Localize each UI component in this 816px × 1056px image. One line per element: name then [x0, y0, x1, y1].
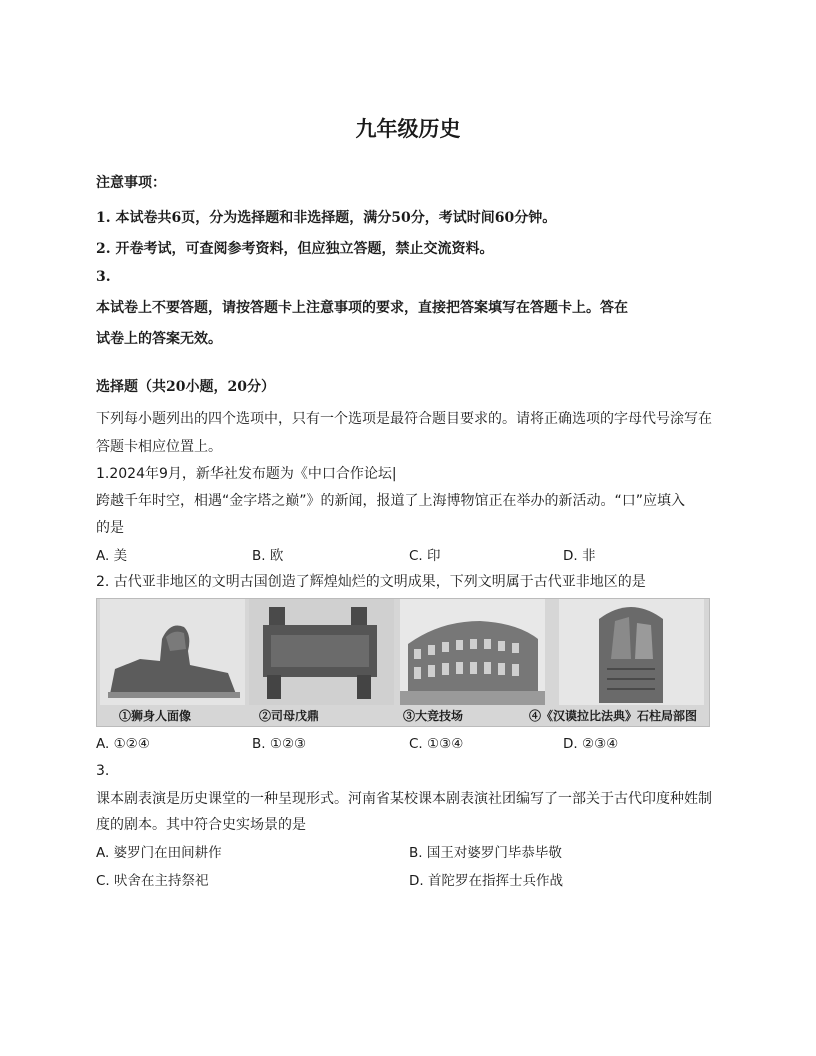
- question-2-option-c: C. ①③④: [409, 736, 464, 752]
- colosseum-image: [400, 599, 545, 705]
- notes-item-3-line-1: 本试卷上不要答题，请按答题卡上注意事项的要求，直接把答案填写在答题卡上。答在: [96, 300, 628, 316]
- instructions-line-1: 下列每小题列出的四个选项中，只有一个选项是最符合题目要求的。请将正确选项的字母代号涂写在: [96, 411, 712, 427]
- question-3-option-d: D. 首陀罗在指挥士兵作战: [409, 873, 563, 889]
- question-1-line-2: 跨越千年时空，相遇“金字塔之巅”》的新闻，报道了上海博物馆正在举办的新活动。“口”应填入: [96, 493, 686, 509]
- section-heading: 选择题（共20小题，20分）: [96, 379, 275, 395]
- question-2-figure: [96, 598, 710, 727]
- question-3-line-2: 度的剧本。其中符合史实场景的是: [96, 817, 306, 833]
- question-1-option-d: D. 非: [563, 548, 596, 564]
- notes-heading: 注意事项：: [96, 175, 166, 191]
- page-title: 九年级历史: [355, 116, 461, 141]
- question-3-option-a: A. 婆罗门在田间耕作: [96, 845, 222, 861]
- figure-caption-4: ④《汉谟拉比法典》石柱局部图: [529, 709, 698, 723]
- ding-vessel-image: [249, 599, 394, 705]
- figure-caption-1: ①狮身人面像: [119, 709, 192, 723]
- question-3-line-1: 课本剧表演是历史课堂的一种呈现形式。河南省某校课本剧表演社团编写了一部关于古代印度种姓制: [96, 791, 712, 807]
- question-2-option-b: B. ①②③: [252, 736, 307, 752]
- notes-item-3-number: 3.: [96, 269, 111, 285]
- question-3-option-b: B. 国王对婆罗门毕恭毕敬: [409, 845, 562, 861]
- question-1-option-b: B. 欧: [252, 548, 284, 564]
- notes-item-1: 1. 本试卷共6页，分为选择题和非选择题，满分50分，考试时间60分钟。: [96, 210, 557, 226]
- figure-caption-3: ③大竞技场: [403, 709, 464, 723]
- question-1-option-a: A. 美: [96, 548, 128, 564]
- figure-caption-2: ②司母戊鼎: [259, 709, 320, 723]
- notes-item-2: 2. 开卷考试，可查阅参考资料，但应独立答题，禁止交流资料。: [96, 241, 494, 257]
- sphinx-image: [100, 599, 245, 705]
- question-3-number: 3.: [96, 763, 110, 779]
- question-2-stem: 2. 古代亚非地区的文明古国创造了辉煌灿烂的文明成果，下列文明属于古代亚非地区的是: [96, 574, 646, 590]
- instructions-line-2: 答题卡相应位置上。: [96, 439, 222, 455]
- notes-item-3-line-2: 试卷上的答案无效。: [96, 331, 222, 347]
- question-3-option-c: C. 吠舍在主持祭祀: [96, 873, 209, 889]
- question-2-option-a: A. ①②④: [96, 736, 150, 752]
- question-1-option-c: C. 印: [409, 548, 441, 564]
- question-1-line-3: 的是: [96, 520, 124, 536]
- question-2-option-d: D. ②③④: [563, 736, 619, 752]
- hammurabi-stele-image: [559, 599, 704, 705]
- question-1-line-1: 1.2024年9月，新华社发布题为《中口合作论坛|: [96, 466, 397, 482]
